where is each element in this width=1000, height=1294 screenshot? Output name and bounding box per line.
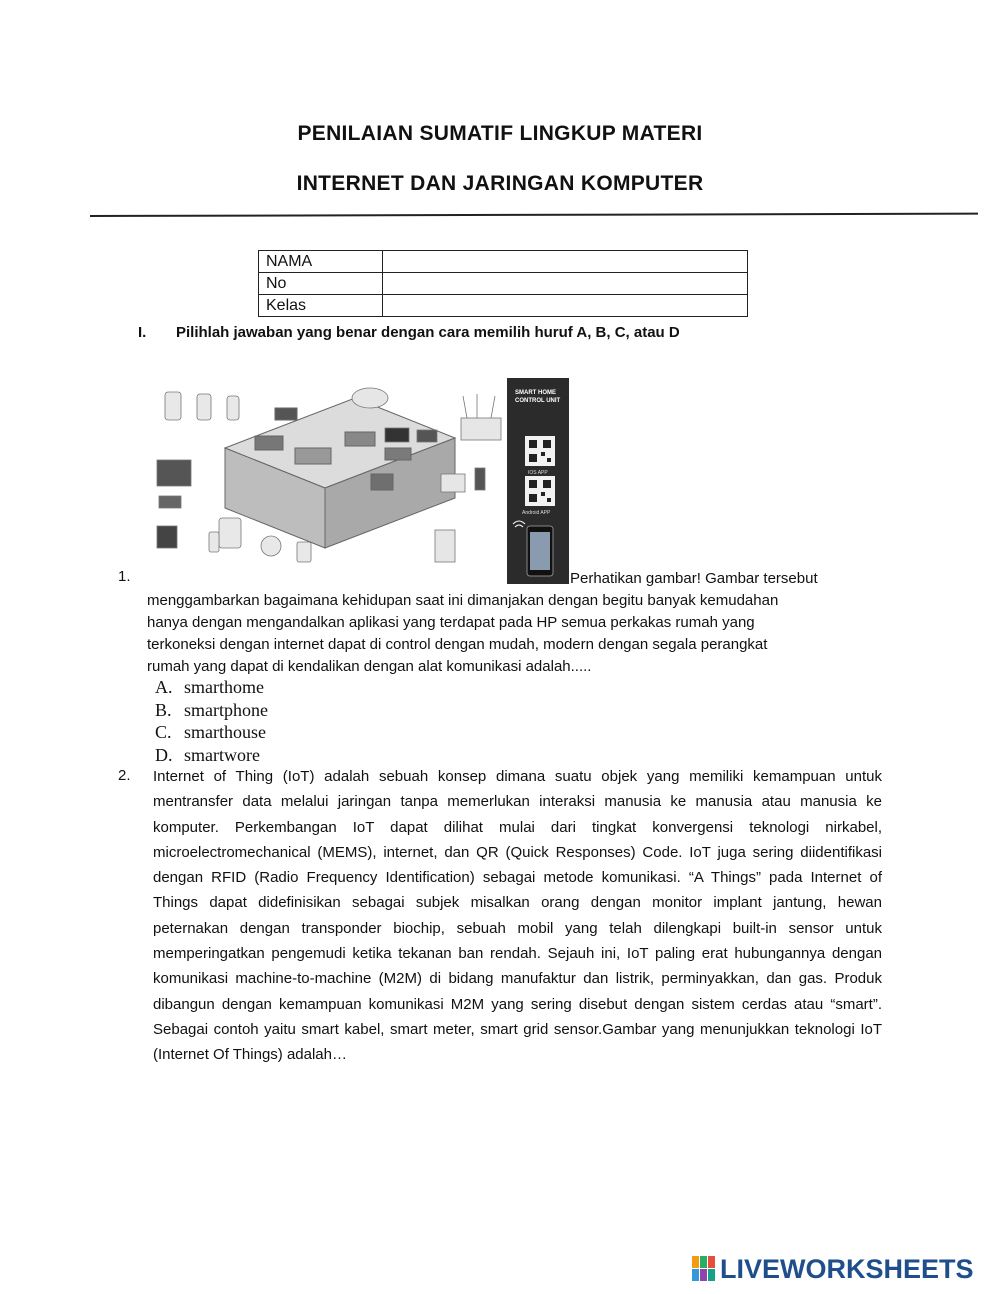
identity-label: No bbox=[259, 273, 383, 295]
option-text: smarthome bbox=[184, 677, 264, 697]
option-letter: B. bbox=[155, 699, 172, 720]
option-text: smartwore bbox=[184, 744, 260, 765]
panel-title-line-2: CONTROL UNIT bbox=[515, 398, 561, 404]
ios-app-label: IOS APP bbox=[528, 470, 548, 476]
control-unit-panel bbox=[507, 378, 569, 584]
page-title-line-1: PENILAIAN SUMATIF LINGKUP MATERI bbox=[297, 122, 703, 145]
option-d[interactable] bbox=[155, 744, 268, 767]
section-heading bbox=[138, 324, 680, 341]
liveworksheets-logo bbox=[692, 1254, 974, 1284]
question-1-number: 1. bbox=[118, 568, 131, 585]
kelas-field[interactable] bbox=[383, 295, 748, 317]
question-1-line: hanya dengan mengandalkan aplikasi yang terdapat pada HP semua perkakas rumah yang bbox=[147, 614, 755, 631]
panel-title-line-1: SMART HOME bbox=[515, 390, 556, 396]
question-2-text: Internet of Thing (IoT) adalah sebuah konsep dimana suatu objek yang memiliki kemampuan untuk mentransfer data melalui jaringan tanpa memerlukan interaksi manusia ke manusia atau manusia ke komputer. Perkembangan IoT dapat dilihat mulai dari tingkat konvergensi teknologi nirkabel, microelectromechanical (MEMS), internet, dan QR (Quick Responses) Code. IoT juga sering diidentifikasi dengan RFID (Radio Frequency Identification) sebagai metode komunikasi. “A Things” pada Internet of Things dapat didefinisikan sebagai subjek misalkan orang dengan monitor implant jantung, hewan peternakan dengan transponder biochip, sebuah mobil yang telah dilengkapi built-in sensor untuk memperingatkan pengemudi ketika tekanan ban rendah. Sejauh ini, IoT paling erat hubungannya dengan komunikasi machine-to-machine (M2M) di bidang manufaktur dan listrik, perminyakkan, dan gas. Produk dibangun dengan kemampuan komunikasi M2M yang sering disebut dengan sistem cerdas atau “smart”. Sebagai contoh yaitu smart kabel, smart meter, smart grid sensor.Gambar yang menunjukkan teknologi IoT (Internet Of Things) adalah… bbox=[153, 768, 882, 1064]
question-1-line: Perhatikan gambar! Gambar tersebut bbox=[570, 570, 818, 587]
option-a[interactable] bbox=[155, 676, 268, 699]
brand-name: LIVEWORKSHEETS bbox=[720, 1253, 974, 1284]
option-b[interactable] bbox=[155, 699, 268, 722]
identity-row-no bbox=[259, 273, 748, 295]
question-2-number: 2. bbox=[118, 767, 131, 784]
identity-label: Kelas bbox=[259, 295, 383, 317]
section-number: I. bbox=[138, 324, 147, 341]
section-instruction: Pilihlah jawaban yang benar dengan cara memilih huruf A, B, C, atau D bbox=[176, 324, 680, 341]
identity-row-nama bbox=[259, 251, 748, 273]
question-1-line: rumah yang dapat di kendalikan dengan alat komunikasi adalah..... bbox=[147, 658, 592, 675]
android-app-label: Android APP bbox=[522, 510, 551, 516]
question-1-line: terkoneksi dengan internet dapat di control dengan mudah, modern dengan segala perangkat bbox=[147, 636, 768, 653]
identity-row-kelas bbox=[259, 295, 748, 317]
option-letter: A. bbox=[155, 677, 173, 697]
option-text: smarthouse bbox=[184, 722, 266, 742]
option-letter: D. bbox=[155, 744, 173, 765]
identity-label: NAMA bbox=[259, 251, 383, 273]
no-field[interactable] bbox=[383, 273, 748, 295]
question-1-line: menggambarkan bagaimana kehidupan saat ini dimanjakan dengan begitu banyak kemudahan bbox=[147, 592, 779, 609]
option-text: smartphone bbox=[184, 699, 268, 720]
option-letter: C. bbox=[155, 722, 172, 742]
student-identity-table bbox=[258, 250, 748, 317]
smart-home-illustration bbox=[145, 378, 569, 584]
option-c[interactable] bbox=[155, 721, 268, 744]
title-divider bbox=[90, 213, 978, 217]
question-1-text bbox=[147, 568, 867, 678]
page-title-line-2: INTERNET DAN JARINGAN KOMPUTER bbox=[296, 172, 704, 195]
liveworksheets-logo-icon bbox=[692, 1256, 716, 1282]
question-1-options bbox=[155, 676, 268, 766]
isometric-house bbox=[225, 398, 455, 548]
nama-field[interactable] bbox=[383, 251, 748, 273]
